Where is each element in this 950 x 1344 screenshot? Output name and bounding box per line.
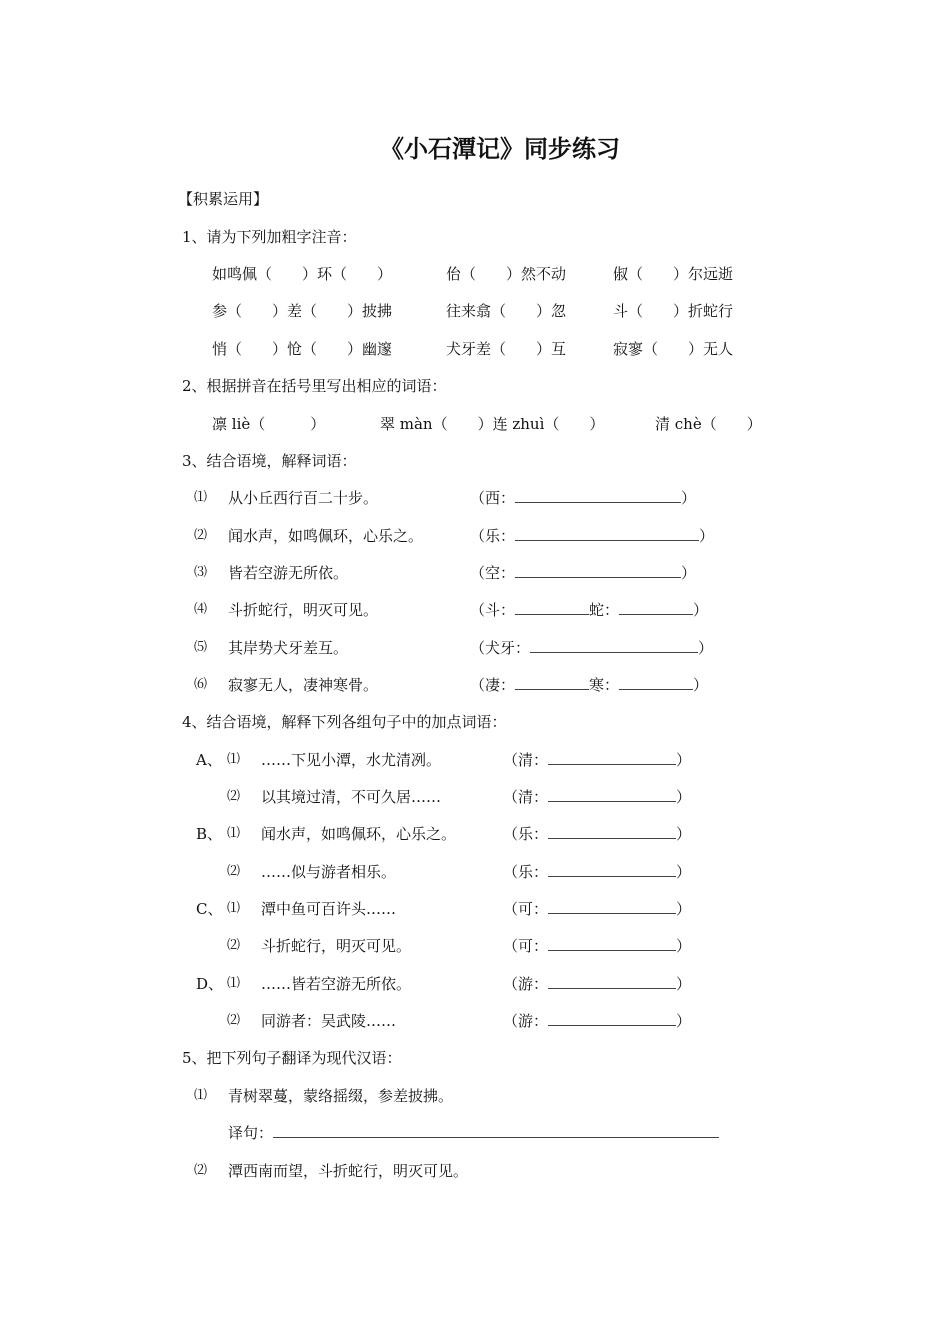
q3-number: ⑵ (194, 528, 208, 543)
q3-answer-label: （斗： (470, 601, 516, 619)
q3-answer-close: ） (681, 489, 697, 507)
q3-answer-label: （空： (470, 564, 516, 582)
q4-answer (503, 787, 691, 807)
q4-number: ⑵ (227, 1013, 241, 1028)
q5-prompt: 5、把下列句子翻译为现代汉语： (182, 1049, 402, 1067)
q3-sentence: 从小丘西行百二十步。 (228, 489, 379, 507)
q4-sentence: ……皆若空游无所依。 (261, 975, 412, 993)
q3-answer (470, 563, 696, 583)
q1-prompt: 1、请为下列加粗字注音： (182, 228, 357, 246)
q3-answer-label: （西： (470, 489, 516, 507)
answer-blank[interactable] (548, 750, 676, 765)
q3-sentence: 皆若空游无所依。 (228, 564, 349, 582)
q4-answer (503, 824, 691, 844)
answer-blank[interactable] (548, 899, 676, 914)
q1-item: 斗（ ）折蛇行 (613, 302, 734, 320)
q4-number: ⑵ (227, 789, 241, 804)
q3-answer-close: ） (699, 527, 715, 545)
q4-group-label: C、 (196, 900, 223, 918)
q2-prompt: 2、根据拼音在括号里写出相应的词语： (182, 377, 447, 395)
q4-answer-label: （乐： (503, 863, 549, 881)
q4-answer-close: ） (676, 863, 692, 881)
q4-sentence: 潭中鱼可百许头…… (261, 900, 397, 918)
q1-item: 佁（ ）然不动 (446, 265, 567, 283)
q4-answer (503, 899, 691, 919)
q3-answer-label-2: 蛇： (589, 601, 620, 619)
translation-blank[interactable] (273, 1123, 719, 1138)
q1-item: 俶（ ）尔远逝 (613, 265, 734, 283)
q3-answer-close: ） (698, 639, 714, 657)
q4-answer-label: （清： (503, 788, 549, 806)
answer-blank[interactable] (515, 675, 589, 690)
q3-sentence: 闻水声，如鸣佩环，心乐之。 (228, 527, 424, 545)
answer-blank[interactable] (515, 526, 699, 541)
q4-answer-close: ） (676, 1012, 692, 1030)
q4-sentence: ……似与游者相乐。 (261, 863, 397, 881)
q3-answer-close: ） (693, 676, 709, 694)
q4-sentence: 以其境过清，不可久居…… (261, 788, 442, 806)
q5-sentence: 潭西南而望，斗折蛇行，明灭可见。 (228, 1162, 469, 1180)
q3-answer (470, 526, 714, 546)
q3-answer-label-2: 寒： (589, 676, 620, 694)
q4-answer-close: ） (676, 900, 692, 918)
q1-item: 犬牙差（ ）互 (446, 340, 567, 358)
q3-number: ⑸ (194, 640, 208, 655)
answer-blank[interactable] (548, 824, 676, 839)
q3-answer-close: ） (693, 601, 709, 619)
q4-group-label: A、 (196, 751, 222, 769)
translation-label: 译句： (228, 1124, 274, 1142)
q4-sentence: 同游者：吴武陵…… (261, 1012, 397, 1030)
q3-number: ⑴ (194, 490, 208, 505)
answer-blank[interactable] (515, 600, 589, 615)
q4-sentence: 斗折蛇行，明灭可见。 (261, 937, 412, 955)
q4-number: ⑴ (227, 752, 241, 767)
q4-answer-label: （游： (503, 975, 549, 993)
q4-group-label: B、 (196, 825, 223, 843)
q3-answer-label: （乐： (470, 527, 516, 545)
q4-number: ⑴ (227, 976, 241, 991)
q4-answer-close: ） (676, 937, 692, 955)
q4-answer (503, 862, 691, 882)
q4-answer-close: ） (676, 975, 692, 993)
q4-answer (503, 974, 691, 994)
answer-blank[interactable] (530, 638, 698, 653)
q1-item: 寂寥（ ）无人 (613, 340, 734, 358)
q5-sentence: 青树翠蔓，蒙络摇缀，参差披拂。 (228, 1087, 454, 1105)
q4-number: ⑴ (227, 826, 241, 841)
q4-number: ⑴ (227, 901, 241, 916)
q4-number: ⑵ (227, 938, 241, 953)
q3-answer (470, 600, 708, 620)
answer-blank[interactable] (548, 1011, 676, 1026)
q1-item: 往来翕（ ）忽 (446, 302, 567, 320)
answer-blank[interactable] (548, 974, 676, 989)
q2-item: 翠 màn（ ）连 zhuì（ ） (380, 415, 605, 433)
q3-answer (470, 488, 696, 508)
q4-answer (503, 936, 691, 956)
q4-group-label: D、 (196, 975, 224, 993)
q3-prompt: 3、结合语境，解释词语： (182, 452, 357, 470)
q5-number: ⑴ (194, 1088, 208, 1103)
answer-blank[interactable] (515, 563, 681, 578)
q3-number: ⑶ (194, 565, 208, 580)
q4-prompt: 4、结合语境，解释下列各组句子中的加点词语： (182, 713, 507, 731)
q3-sentence: 斗折蛇行，明灭可见。 (228, 601, 379, 619)
q3-sentence: 寂寥无人，凄神寒骨。 (228, 676, 379, 694)
q4-answer-label: （可： (503, 937, 549, 955)
q4-answer (503, 750, 691, 770)
q4-answer-close: ） (676, 788, 692, 806)
q4-answer-close: ） (676, 751, 692, 769)
answer-blank[interactable] (619, 675, 693, 690)
q4-answer-label: （游： (503, 1012, 549, 1030)
q4-answer (503, 1011, 691, 1031)
q1-item: 悄（ ）怆（ ）幽邃 (212, 340, 393, 358)
q3-number: ⑷ (194, 602, 208, 617)
q3-answer (470, 675, 708, 695)
q4-answer-label: （乐： (503, 825, 549, 843)
answer-blank[interactable] (548, 787, 676, 802)
q3-sentence: 其岸势犬牙差互。 (228, 639, 349, 657)
q2-item: 清 chè（ ） (655, 415, 762, 433)
translation-line (228, 1123, 719, 1143)
q4-number: ⑵ (227, 864, 241, 879)
q4-answer-label: （可： (503, 900, 549, 918)
q4-answer-close: ） (676, 825, 692, 843)
q2-item: 凛 liè（ ） (212, 415, 326, 433)
q3-answer-label: （凄： (470, 676, 516, 694)
answer-blank[interactable] (548, 862, 676, 877)
answer-blank[interactable] (619, 600, 693, 615)
page-title: 《小石潭记》同步练习 (380, 135, 620, 163)
q5-number: ⑵ (194, 1163, 208, 1178)
q4-sentence: 闻水声，如鸣佩环，心乐之。 (261, 825, 457, 843)
answer-blank[interactable] (515, 488, 681, 503)
q3-answer-label: （犬牙： (470, 639, 531, 657)
q3-number: ⑹ (194, 677, 208, 692)
q3-answer-close: ） (681, 564, 697, 582)
q4-answer-label: （清： (503, 751, 549, 769)
q1-item: 如鸣佩（ ）环（ ） (212, 265, 393, 283)
section-heading: 【积累运用】 (178, 190, 269, 208)
q3-answer (470, 638, 713, 658)
answer-blank[interactable] (548, 936, 676, 951)
q1-item: 参（ ）差（ ）披拂 (212, 302, 393, 320)
q4-sentence: ……下见小潭，水尤清冽。 (261, 751, 442, 769)
